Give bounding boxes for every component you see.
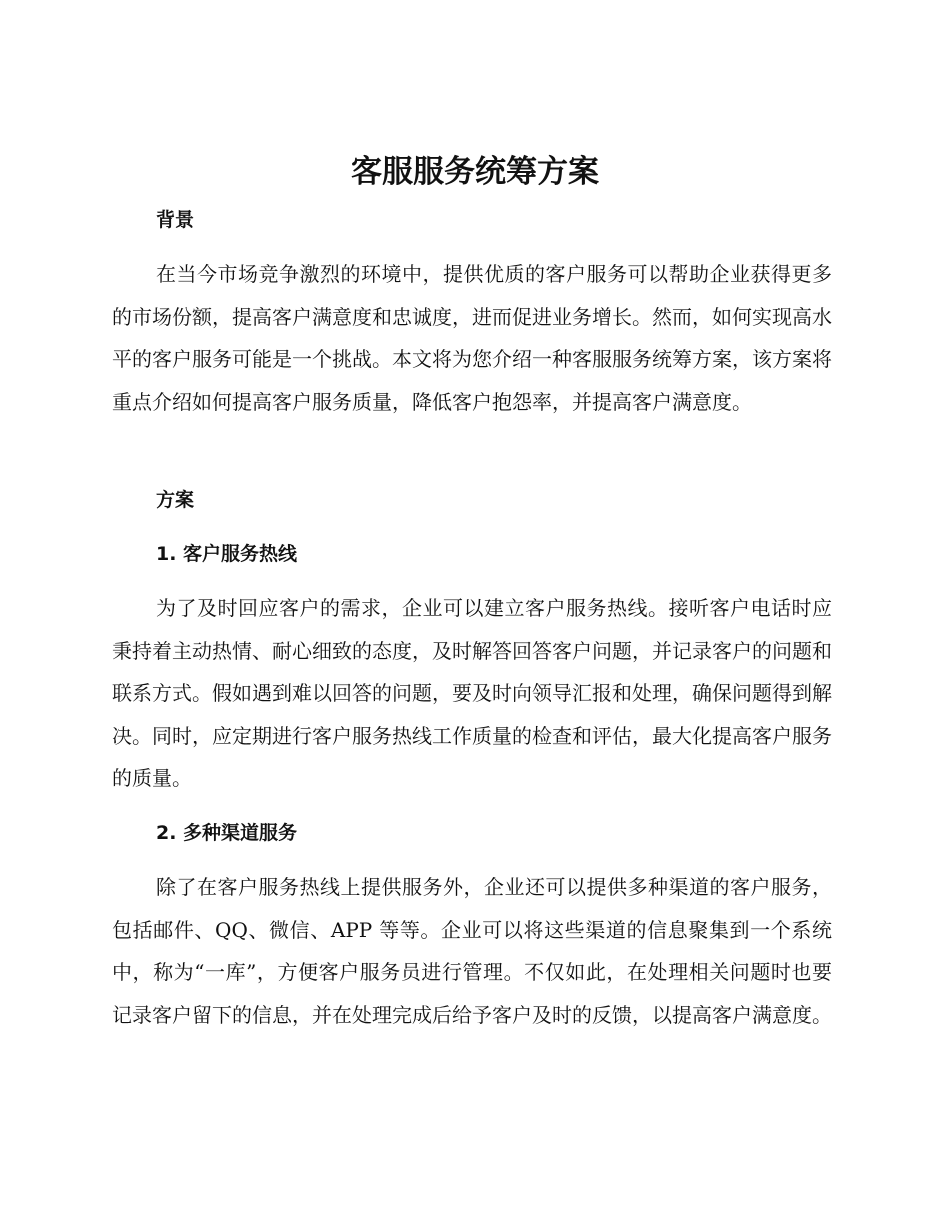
background-paragraph: 在当今市场竞争激烈的环境中，提供优质的客户服务可以帮助企业获得更多的市场份额，提高客户满意度和忠诚度，进而促进业务增长。然而，如何实现高水平的客户服务可能是一个挑战。本文将为您介绍一种客服服务统筹方案，该方案将重点介绍如何提高客户服务质量，降低客户抱怨率，并提高客户满意度。 — [112, 262, 832, 414]
section-1-heading: 1. 客户服务热线 — [156, 543, 298, 565]
plan-heading: 方案 — [156, 489, 195, 511]
section-2-paragraph: 除了在客户服务热线上提供服务外，企业还可以提供多种渠道的客户服务，包括邮件、QQ、微信、APP 等等。企业可以将这些渠道的信息聚集到一个系统中，称为“一库”，方便客户服务员进行管理。不仅如此，在处理相关问题时也要记录客户留下的信息，并在处理完成后给予客户及时的反馈，以提高客户满意度。 — [112, 875, 832, 1027]
document-title: 客服服务统筹方案 — [351, 154, 599, 190]
section-2-heading: 2. 多种渠道服务 — [156, 822, 298, 844]
background-heading: 背景 — [156, 209, 195, 231]
section-1-paragraph: 为了及时回应客户的需求，企业可以建立客户服务热线。接听客户电话时应秉持着主动热情、耐心细致的态度，及时解答回答客户问题，并记录客户的问题和联系方式。假如遇到难以回答的问题，要及时向领导汇报和处理，确保问题得到解决。同时，应定期进行客户服务热线工作质量的检查和评估，最大化提高客户服务的质量。 — [112, 596, 832, 790]
